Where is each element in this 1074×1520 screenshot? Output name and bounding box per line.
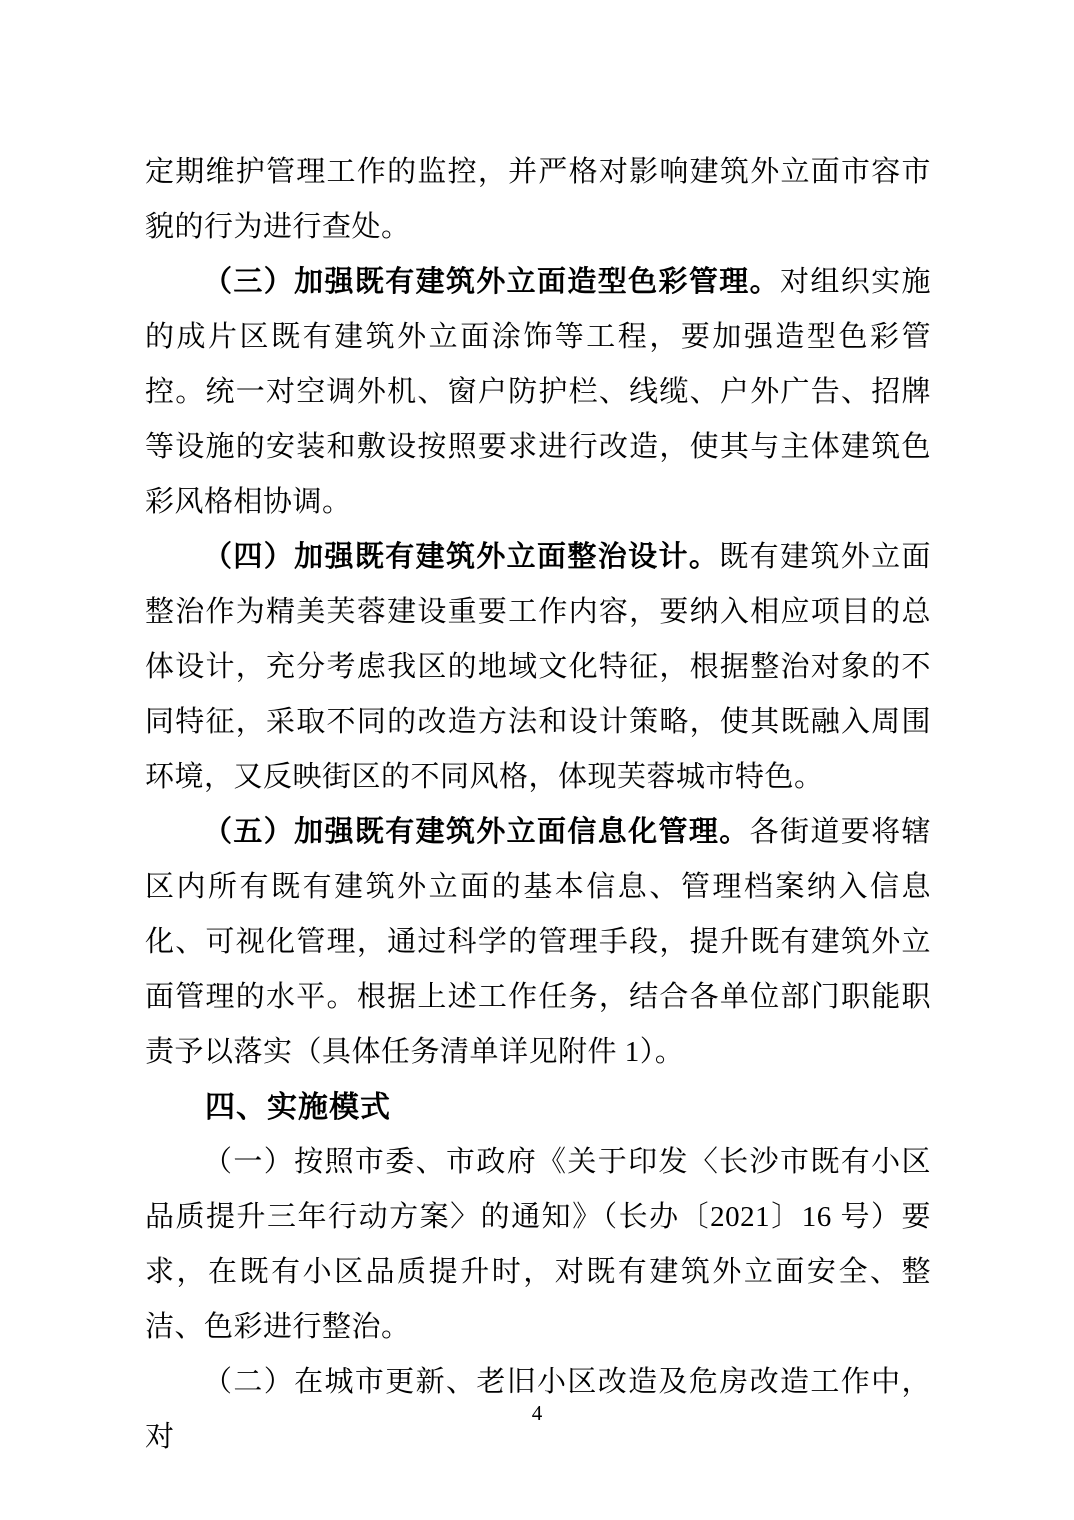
page-number: 4 xyxy=(531,1401,543,1425)
paragraph-text: （一）按照市委、市政府《关于印发〈长沙市既有小区品质提升三年行动方案〉的通知》（长办〔2021〕16 号）要求，在既有小区品质提升时，对既有建筑外立面安全、整洁、色彩进行整治。 xyxy=(145,1146,931,1343)
paragraph-lead: （四）加强既有建筑外立面整治设计。 xyxy=(203,541,720,573)
paragraph-text: 既有建筑外立面整治作为精美芙蓉建设重要工作内容，要纳入相应项目的总体设计，充分考虑我区的地域文化特征，根据整治对象的不同特征，采取不同的改造方法和设计策略，使其既融入周围环境，又反映街区的不同风格，体现芙蓉城市特色。 xyxy=(145,541,931,793)
section-heading: 四、实施模式 xyxy=(205,1091,391,1124)
paragraph-lead: （三）加强既有建筑外立面造型色彩管理。 xyxy=(203,266,780,298)
paragraph-lead: （五）加强既有建筑外立面信息化管理。 xyxy=(203,816,750,848)
paragraph-text: （二）在城市更新、老旧小区改造及危房改造工作中，对 xyxy=(145,1366,931,1453)
paragraph-text: 定期维护管理工作的监控，并严格对影响建筑外立面市容市貌的行为进行查处。 xyxy=(145,156,931,243)
paragraph xyxy=(145,805,931,1080)
paragraph-text: 对组织实施的成片区既有建筑外立面涂饰等工程，要加强造型色彩管控。统一对空调外机、窗户防护栏、线缆、户外广告、招牌等设施的安装和敷设按照要求进行改造，使其与主体建筑色彩风格相协调。 xyxy=(145,266,931,518)
paragraph xyxy=(145,145,931,255)
paragraph xyxy=(145,530,931,805)
paragraph xyxy=(145,1135,931,1355)
paragraph xyxy=(145,255,931,530)
paragraph-text: 各街道要将辖区内所有既有建筑外立面的基本信息、管理档案纳入信息化、可视化管理，通过科学的管理手段，提升既有建筑外立面管理的水平。根据上述工作任务，结合各单位部门职能职责予以落实（具体任务清单详见附件 1）。 xyxy=(145,816,931,1068)
document-body xyxy=(145,145,931,1465)
